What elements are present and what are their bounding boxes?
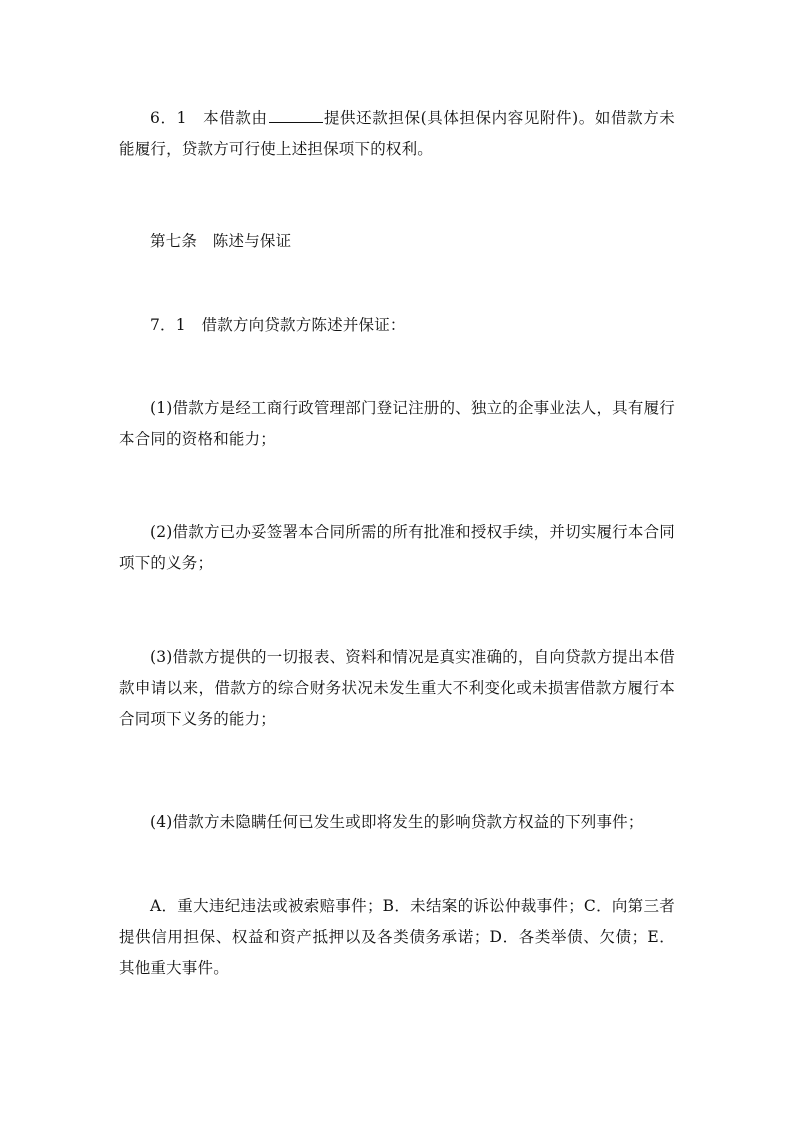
clause-6-1-prefix: 6．1 本借款由 [150, 109, 268, 127]
clause-6-1 [119, 103, 675, 165]
clause-6-1-suffix: 提供还款担保(具体担保内容见附件)。如借款方未能履行，贷款方可行使上述担保项下的权利。 [119, 109, 675, 158]
guarantor-blank-line [269, 108, 323, 123]
article-7-heading: 第七条 陈述与保证 [150, 232, 292, 250]
clause-7-1: 7．1 借款方向贷款方陈述并保证： [150, 316, 406, 334]
warranty-item-1: (1)借款方是经工商行政管理部门登记注册的、独立的企事业法人，具有履行本合同的资格和能力； [119, 399, 675, 448]
events-list: A．重大违纪违法或被索赔事件；B．未结案的诉讼仲裁事件；C．向第三者提供信用担保、权益和资产抵押以及各类债务承诺；D．各类举债、欠债；E．其他重大事件。 [119, 897, 675, 977]
warranty-item-3: (3)借款方提供的一切报表、资料和情况是真实准确的，自向贷款方提出本借款申请以来，借款方的综合财务状况未发生重大不利变化或未损害借款方履行本合同项下义务的能力； [119, 648, 675, 728]
warranty-item-4: (4)借款方未隐瞒任何已发生或即将发生的影响贷款方权益的下列事件； [150, 813, 644, 831]
warranty-item-2: (2)借款方已办妥签署本合同所需的所有批准和授权手续，并切实履行本合同项下的义务； [119, 523, 675, 572]
